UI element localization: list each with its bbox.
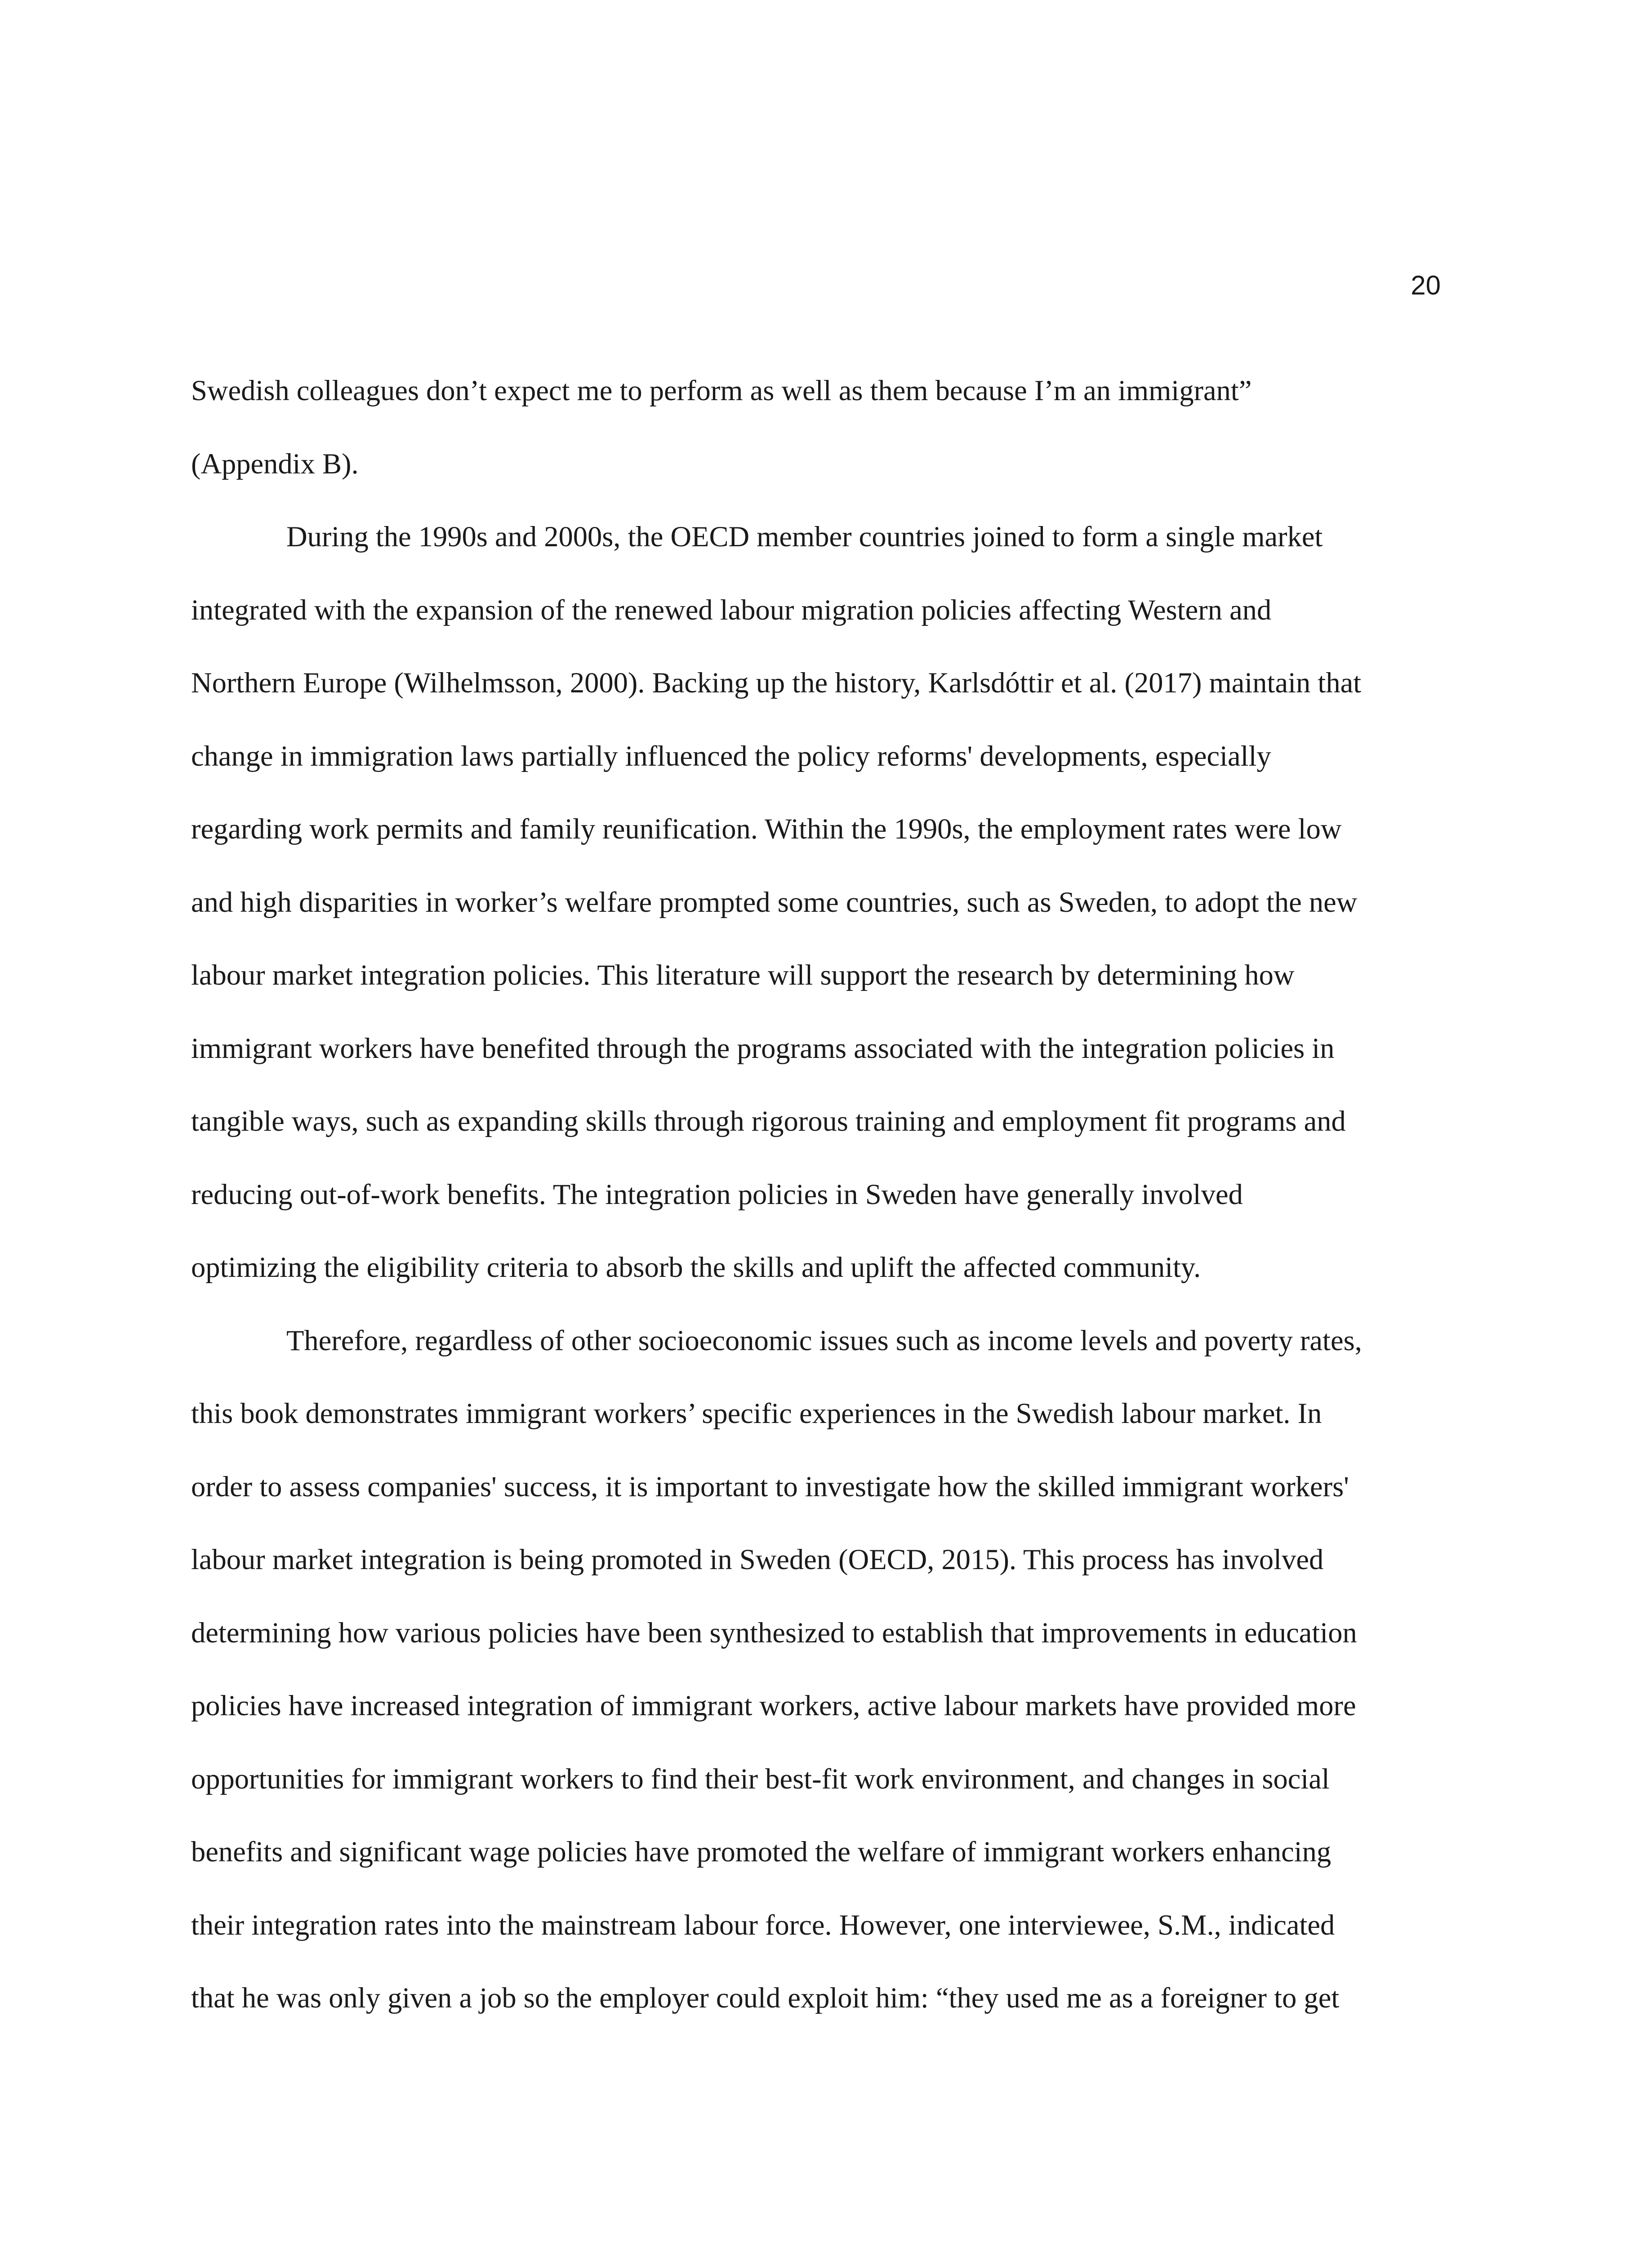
text-line: determining how various policies have been synthesized to establish that improvements in education <box>191 1616 1357 1649</box>
text-line: Northern Europe (Wilhelmsson, 2000). Backing up the history, Karlsdóttir et al. (2017) maintain that <box>191 667 1362 699</box>
text-line: labour market integration is being promoted in Sweden (OECD, 2015). This process has involved <box>191 1543 1324 1575</box>
text-line: that he was only given a job so the employer could exploit him: “they used me as a foreigner to get <box>191 1982 1340 2014</box>
text-line: During the 1990s and 2000s, the OECD member countries joined to form a single market <box>286 521 1323 553</box>
body-text <box>191 354 1490 2035</box>
text-line: Swedish colleagues don’t expect me to perform as well as them because I’m an immigrant” <box>191 375 1252 406</box>
text-line: labour market integration policies. This literature will support the research by determining how <box>191 959 1295 991</box>
text-line: and high disparities in worker’s welfare prompted some countries, such as Sweden, to adopt the new <box>191 886 1358 918</box>
text-line: tangible ways, such as expanding skills through rigorous training and employment fit programs and <box>191 1105 1346 1137</box>
text-line: order to assess companies' success, it is important to investigate how the skilled immigrant workers' <box>191 1470 1349 1503</box>
text-line: Therefore, regardless of other socioeconomic issues such as income levels and poverty rates, <box>286 1324 1362 1356</box>
text-line: integrated with the expansion of the renewed labour migration policies affecting Western and <box>191 593 1272 626</box>
text-line: optimizing the eligibility criteria to absorb the skills and uplift the affected community. <box>191 1251 1201 1283</box>
text-line: immigrant workers have benefited through the programs associated with the integration policies in <box>191 1032 1335 1064</box>
page-number: 20 <box>1411 270 1441 300</box>
text-line: change in immigration laws partially influenced the policy reforms' developments, especially <box>191 740 1271 772</box>
text-line: their integration rates into the mainstream labour force. However, one interviewee, S.M., indicated <box>191 1909 1335 1941</box>
text-line: (Appendix B). <box>191 447 359 480</box>
text-line: policies have increased integration of immigrant workers, active labour markets have provided more <box>191 1690 1356 1722</box>
text-line: regarding work permits and family reunification. Within the 1990s, the employment rates were low <box>191 813 1342 845</box>
text-line: this book demonstrates immigrant workers’ specific experiences in the Swedish labour market. In <box>191 1397 1322 1429</box>
text-line: benefits and significant wage policies have promoted the welfare of immigrant workers enhancing <box>191 1836 1331 1868</box>
text-line: opportunities for immigrant workers to find their best-fit work environment, and changes in social <box>191 1762 1330 1795</box>
text-line: reducing out-of-work benefits. The integration policies in Sweden have generally involved <box>191 1178 1243 1210</box>
